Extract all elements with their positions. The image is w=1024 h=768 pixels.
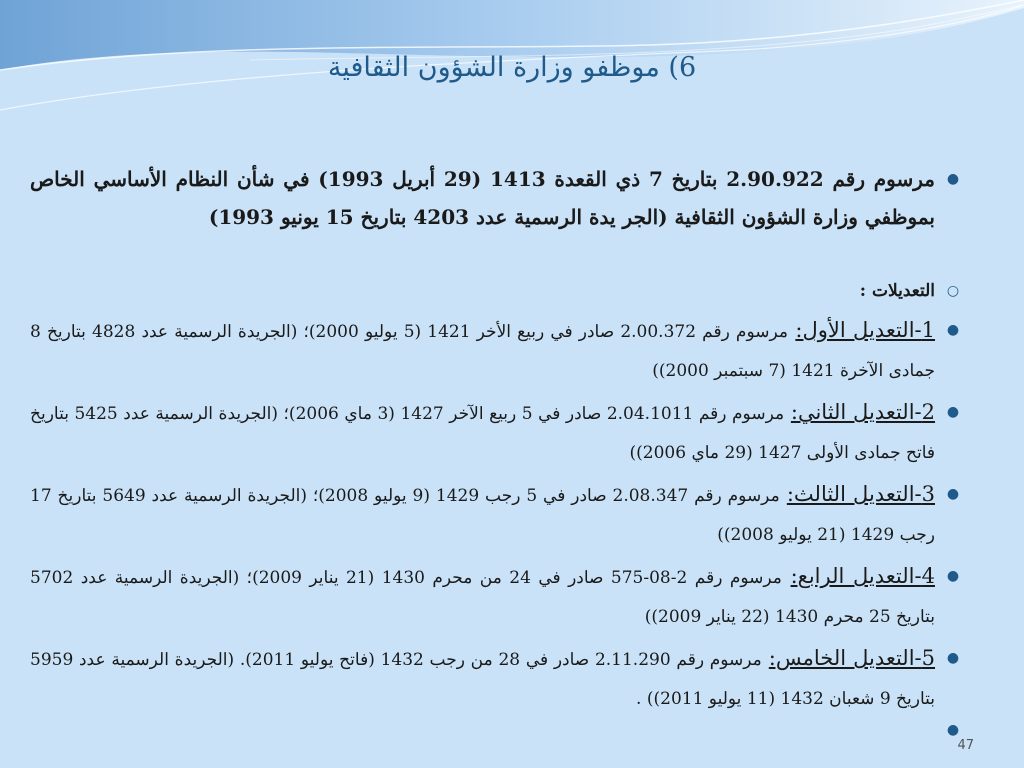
bullet-icon: ● <box>946 722 960 738</box>
amendment-text: مرسوم رقم 2.04.1011 صادر في 5 ربيع الآخر 1427 (3 ماي 2006)؛ (الجريدة الرسمية عدد 5425 بتاريخ فاتح جمادى الأولى 1427 (29 ماي 2006)) <box>30 404 935 463</box>
page-number: 47 <box>957 738 974 753</box>
lead-bullet-item <box>30 160 965 236</box>
bullet-icon: ● <box>946 171 960 187</box>
amendment-item <box>30 394 965 472</box>
amendment-text: مرسوم رقم 2.08.347 صادر في 5 رجب 1429 (9 يوليو 2008)؛ (الجريدة الرسمية عدد 5649 بتاريخ 17 رجب 1429 (21 يوليو 2008)) <box>30 486 935 545</box>
lead-item-text: مرسوم رقم 2.90.922 بتاريخ 7 ذي القعدة 1413 (29 أبريل 1993) في شأن النظام الأساسي الخاص بموظفي وزارة الشؤون الثقافية (الجر يدة الرسمية عدد 4203 بتاريخ 15 يونيو 1993) <box>30 167 935 229</box>
amendment-item <box>30 640 965 718</box>
amendment-label: 4-التعديل الرابع: <box>790 564 935 588</box>
slide-content <box>30 160 965 752</box>
amendment-item <box>30 558 965 636</box>
bullet-icon: ● <box>946 568 960 584</box>
amendment-label: 3-التعديل الثالث: <box>786 482 936 506</box>
empty-bullet-item <box>30 722 965 752</box>
amendment-item <box>30 312 965 390</box>
amendments-header-item <box>30 276 965 306</box>
bullet-icon: ● <box>946 486 960 502</box>
hollow-bullet-icon: ○ <box>946 283 960 299</box>
slide-title: 6) موظفو وزارة الشؤون الثقافية <box>327 52 697 83</box>
bullet-icon: ● <box>946 404 960 420</box>
amendments-header: التعديلات : <box>859 281 935 301</box>
amendment-label: 1-التعديل الأول: <box>795 318 936 342</box>
amendment-label: 2-التعديل الثاني: <box>790 400 936 424</box>
bullet-icon: ● <box>946 322 960 338</box>
amendment-item <box>30 476 965 554</box>
amendment-label: 5-التعديل الخامس: <box>768 646 936 670</box>
amendment-text: مرسوم رقم 2.11.290 صادر في 28 من رجب 1432 (فاتح يوليو 2011). (الجريدة الرسمية عدد 5959 بتاريخ 9 شعبان 1432 (11 يوليو 2011)) . <box>30 650 935 709</box>
amendment-text: مرسوم رقم 2-08-575 صادر في 24 من محرم 1430 (21 يناير 2009)؛ (الجريدة الرسمية عدد 5702 بتاريخ 25 محرم 1430 (22 يناير 2009)) <box>30 568 935 627</box>
bullet-icon: ● <box>946 650 960 666</box>
amendment-text: مرسوم رقم 2.00.372 صادر في ربيع الأخر 1421 (5 يوليو 2000)؛ (الجريدة الرسمية عدد 4828 بتاريخ 8 جمادى الآخرة 1421 (7 سبتمبر 2000)) <box>30 322 935 381</box>
